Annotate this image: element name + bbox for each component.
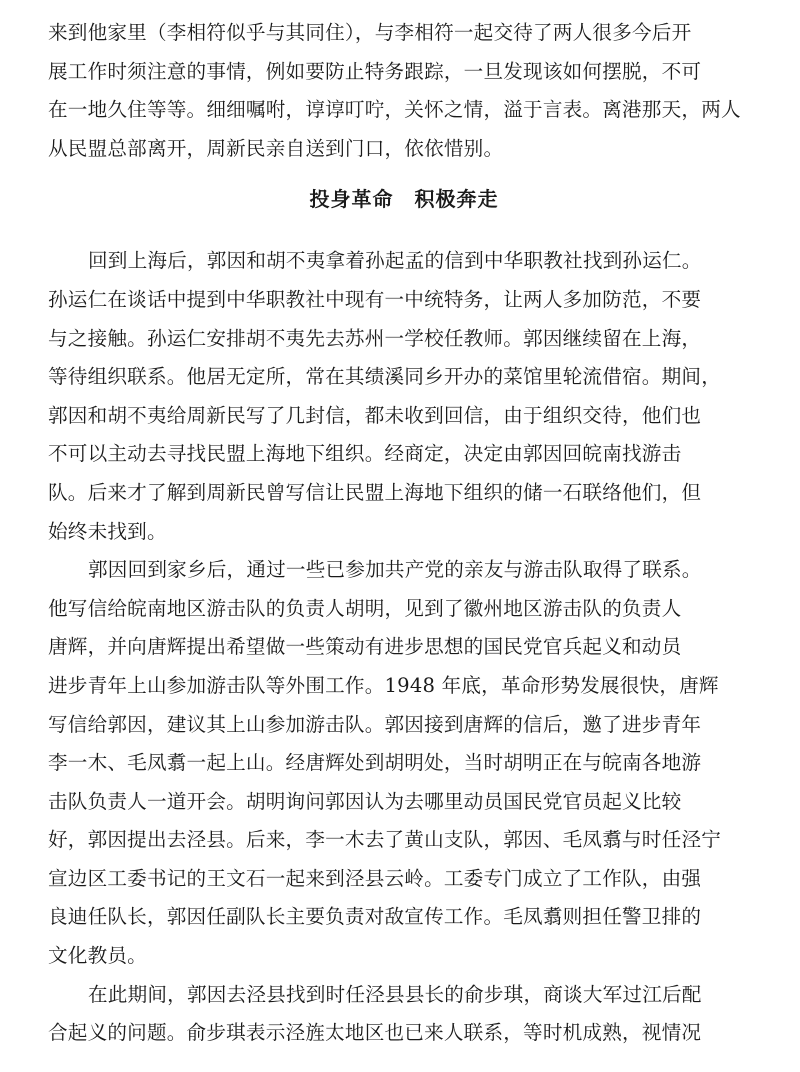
text-line: 宣边区工委书记的王文石一起来到泾县云岭。工委专门成立了工作队，由强 <box>48 866 702 890</box>
text-line: 来到他家里（李相符似乎与其同住），与李相符一起交待了两人很多今后开 <box>48 21 692 44</box>
text-line: 写信给郭因，建议其上山参加游击队。郭因接到唐辉的信后，邀了进步青年 <box>48 712 702 736</box>
text-line: 进步青年上山参加游击队等外围工作。1948 年底，革命形势发展很快，唐辉 <box>48 673 719 697</box>
text-line: 队。后来才了解到周新民曾写信让民盟上海地下组织的储一石联络他们，但 <box>48 480 702 504</box>
text-line: 李一木、毛凤翥一起上山。经唐辉处到胡明处，当时胡明正在与皖南各地游 <box>48 751 702 775</box>
text-line: 等待组织联系。他居无定所，常在其绩溪同乡开办的菜馆里轮流借宿。期间， <box>48 365 721 389</box>
section-heading: 投身革命 积极奔走 <box>309 187 499 212</box>
text-line: 好，郭因提出去泾县。后来，李一木去了黄山支队，郭因、毛凤翥与时任泾宁 <box>48 828 721 852</box>
text-line: 不可以主动去寻找民盟上海地下组织。经商定，决定由郭因回皖南找游击 <box>48 442 682 466</box>
text-line: 孙运仁在谈话中提到中华职教社中现有一中统特务，让两人多加防范，不要 <box>48 287 702 311</box>
text-line: 从民盟总部离开，周新民亲自送到门口，依依惜别。 <box>48 136 504 160</box>
text-line: 合起义的问题。俞步琪表示泾旌太地区也已来人联系，等时机成熟，视情况 <box>48 1021 702 1045</box>
text-line: 唐辉，并向唐辉提出希望做一些策动有进步思想的国民党官兵起义和动员 <box>48 635 682 659</box>
paragraph-2 <box>48 551 760 976</box>
text-line: 他写信给皖南地区游击队的负责人胡明，见到了徽州地区游击队的负责人 <box>48 596 682 620</box>
text-line: 展工作时须注意的事情，例如要防止特务跟踪，一旦发现该如何摆脱，不可 <box>48 59 702 83</box>
paragraph-3 <box>48 976 760 1053</box>
text-line: 郭因和胡不夷给周新民写了几封信，都未收到回信，由于组织交待，他们也 <box>48 403 702 427</box>
paragraph-intro <box>48 14 760 168</box>
text-line: 与之接触。孙运仁安排胡不夷先去苏州一学校任教师。郭因继续留在上海， <box>48 326 702 350</box>
text-line: 始终未找到。 <box>48 519 167 543</box>
text-line: 在一地久住等等。细细嘱咐，谆谆叮咛，关怀之情，溢于言表。离港那天，两人 <box>48 98 741 122</box>
text-line: 击队负责人一道开会。胡明询问郭因认为去哪里动员国民党官员起义比较 <box>48 789 682 813</box>
text-line: 郭因回到家乡后，通过一些已参加共产党的亲友与游击队取得了联系。 <box>88 558 702 582</box>
text-line: 文化教员。 <box>48 944 147 968</box>
text-line: 在此期间，郭因去泾县找到时任泾县县长的俞步琪，商谈大军过江后配 <box>88 982 702 1006</box>
text-line: 良迪任队长，郭因任副队长主要负责对敌宣传工作。毛凤翥则担任警卫排的 <box>48 905 702 929</box>
text-line: 回到上海后，郭因和胡不夷拿着孙起孟的信到中华职教社找到孙运仁。 <box>88 249 702 273</box>
paragraph-1 <box>48 242 760 551</box>
